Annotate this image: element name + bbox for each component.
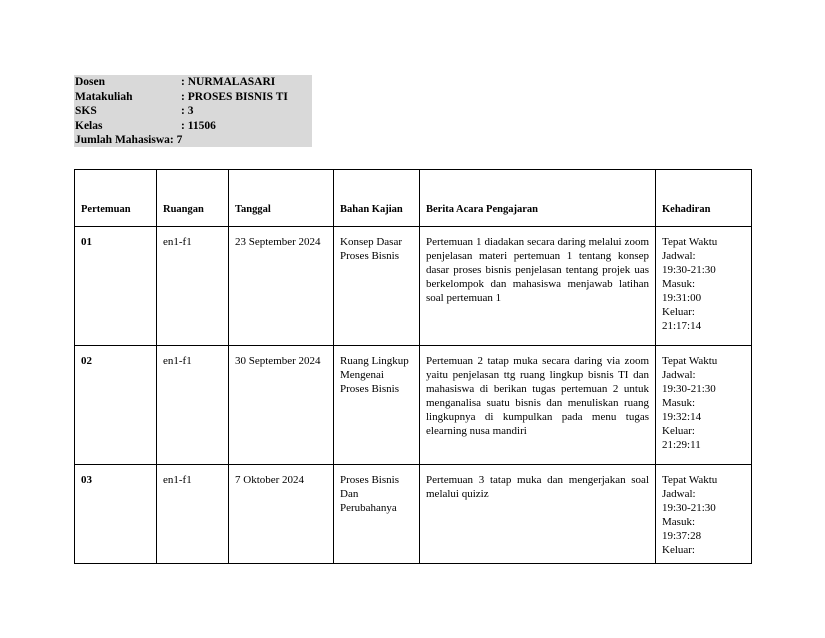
cell-bahan-kajian: Ruang Lingkup Mengenai Proses Bisnis bbox=[334, 346, 420, 465]
cell-tanggal: 7 Oktober 2024 bbox=[229, 465, 334, 564]
table-row bbox=[75, 465, 752, 564]
kehadiran-line: 19:31:00 bbox=[662, 292, 702, 304]
cell-berita-acara: Pertemuan 1 diadakan secara daring melalui zoom penjelasan materi pertemuan 1 tentang konsep dasar proses bisnis penjelasan tentang projek uas berkelompok dan mahasiswa menjawab latihan soal pertemuan 1 bbox=[420, 227, 656, 346]
kehadiran-line: 19:32:14 bbox=[662, 411, 702, 423]
teaching-journal-table bbox=[74, 169, 752, 564]
cell-ruangan: en1-f1 bbox=[157, 227, 229, 346]
kehadiran-line: 19:30-21:30 bbox=[662, 383, 716, 395]
cell-berita-acara: Pertemuan 3 tatap muka dan mengerjakan soal melalui quiziz bbox=[420, 465, 656, 564]
info-row-sks bbox=[74, 104, 312, 119]
table-row bbox=[75, 227, 752, 346]
kehadiran-line: 21:17:14 bbox=[662, 320, 702, 332]
info-value: : 3 bbox=[181, 105, 194, 117]
cell-pertemuan: 01 bbox=[75, 227, 157, 346]
kehadiran-line: Tepat Waktu bbox=[662, 236, 718, 248]
cell-bahan-kajian: Proses Bisnis Dan Perubahanya bbox=[334, 465, 420, 564]
info-label: SKS bbox=[75, 105, 97, 117]
header-kehadiran: Kehadiran bbox=[656, 170, 752, 227]
kehadiran-line: 19:30-21:30 bbox=[662, 502, 716, 514]
course-info-box bbox=[74, 75, 312, 147]
cell-pertemuan: 02 bbox=[75, 346, 157, 465]
info-label: Kelas bbox=[75, 119, 103, 132]
cell-tanggal: 30 September 2024 bbox=[229, 346, 334, 465]
header-berita-acara: Berita Acara Pengajaran bbox=[420, 170, 656, 227]
kehadiran-line: Jadwal: bbox=[662, 250, 696, 262]
info-row-dosen bbox=[74, 75, 312, 90]
info-value: : 11506 bbox=[181, 119, 216, 132]
cell-kehadiran bbox=[656, 227, 752, 346]
cell-ruangan: en1-f1 bbox=[157, 346, 229, 465]
cell-kehadiran bbox=[656, 465, 752, 564]
kehadiran-line: Masuk: bbox=[662, 397, 695, 409]
info-row-matakuliah bbox=[74, 90, 312, 105]
cell-kehadiran bbox=[656, 346, 752, 465]
cell-ruangan: en1-f1 bbox=[157, 465, 229, 564]
cell-bahan-kajian: Konsep Dasar Proses Bisnis bbox=[334, 227, 420, 346]
kehadiran-line: Masuk: bbox=[662, 278, 695, 290]
table-header-row bbox=[75, 170, 752, 227]
kehadiran-line: Keluar: bbox=[662, 306, 695, 318]
kehadiran-line: Keluar: bbox=[662, 544, 695, 556]
info-label: Jumlah Mahasiswa bbox=[75, 134, 170, 146]
kehadiran-line: Tepat Waktu bbox=[662, 474, 718, 486]
header-bahan-kajian: Bahan Kajian bbox=[334, 170, 420, 227]
kehadiran-line: 19:37:28 bbox=[662, 530, 702, 542]
table-row bbox=[75, 346, 752, 465]
cell-tanggal: 23 September 2024 bbox=[229, 227, 334, 346]
header-pertemuan: Pertemuan bbox=[75, 170, 157, 227]
info-row-jumlah-mahasiswa bbox=[74, 133, 312, 148]
info-value: : NURMALASARI bbox=[181, 76, 276, 88]
info-value: : PROSES BISNIS TI bbox=[181, 90, 288, 103]
kehadiran-line: Tepat Waktu bbox=[662, 355, 718, 367]
info-label: Matakuliah bbox=[75, 90, 133, 103]
kehadiran-line: 19:30-21:30 bbox=[662, 264, 716, 276]
kehadiran-line: Jadwal: bbox=[662, 369, 696, 381]
kehadiran-line: 21:29:11 bbox=[662, 439, 701, 451]
cell-berita-acara: Pertemuan 2 tatap muka secara daring via zoom yaitu penjelasan ttg ruang lingkup bisnis TI dan mahasiswa di berikan tugas pertemuan 2 untuk menganalisa suatu bisnis dan menuliskan ruang lingkupnya di kumpulkan pada menu tugas elearning nusa mandiri bbox=[420, 346, 656, 465]
kehadiran-line: Jadwal: bbox=[662, 488, 696, 500]
info-value: : 7 bbox=[169, 134, 183, 146]
kehadiran-line: Keluar: bbox=[662, 425, 695, 437]
header-ruangan: Ruangan bbox=[157, 170, 229, 227]
cell-pertemuan: 03 bbox=[75, 465, 157, 564]
info-label: Dosen bbox=[75, 76, 106, 88]
header-tanggal: Tanggal bbox=[229, 170, 334, 227]
info-row-kelas bbox=[74, 119, 312, 134]
kehadiran-line: Masuk: bbox=[662, 516, 695, 528]
